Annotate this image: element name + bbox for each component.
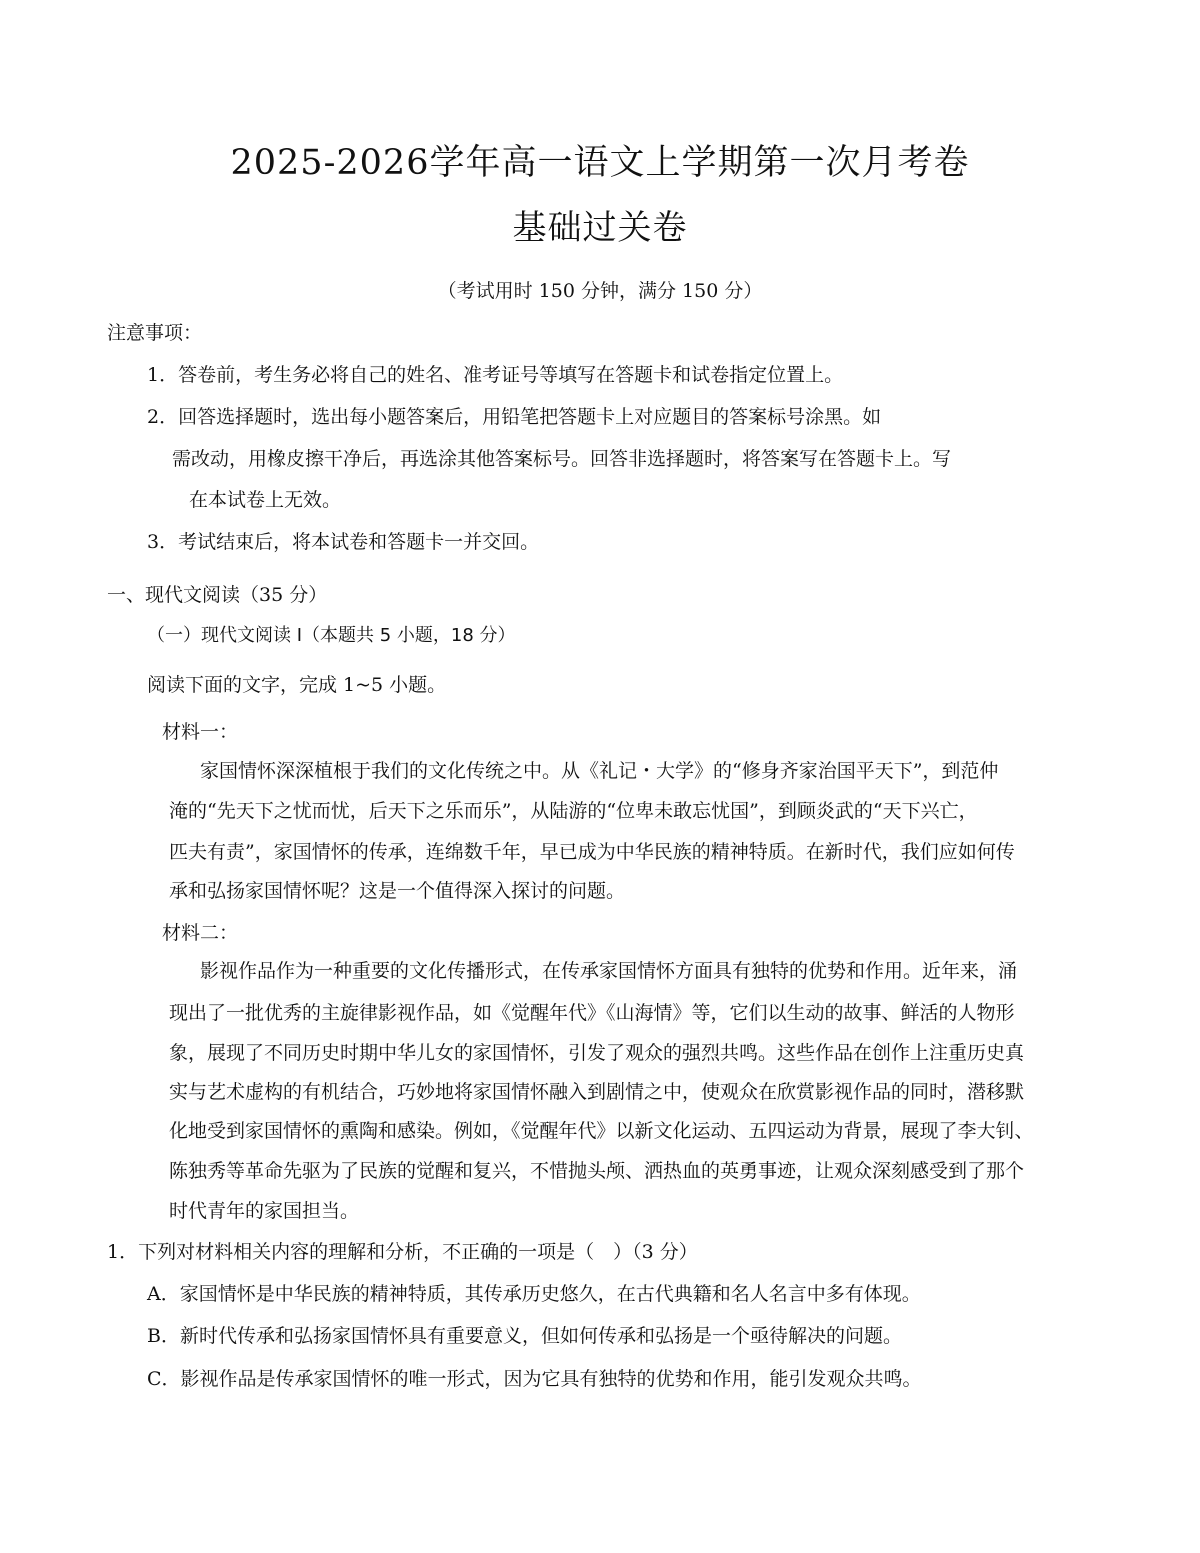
section-heading: 一、现代文阅读（35 分） (107, 584, 328, 606)
reading-instruction: 阅读下面的文字，完成 1~5 小题。 (147, 674, 447, 696)
material-1-label: 材料一： (162, 721, 239, 743)
question-1-option-b: B．新时代传承和弘扬家国情怀具有重要意义，但如何传承和弘扬是一个亟待解决的问题。 (147, 1325, 902, 1347)
notice-item-2-cont: 需改动，用橡皮擦干净后，再选涂其他答案标号。回答非选择题时，将答案写在答题卡上。写 (172, 448, 952, 470)
notice-item-1: 1．答卷前，考生务必将自己的姓名、准考证号等填写在答题卡和试卷指定位置上。 (147, 364, 844, 386)
material-2-line: 陈独秀等革命先驱为了民族的觉醒和复兴，不惜抛头颅、洒热血的英勇事迹，让观众深刻感受到了那个 (169, 1160, 1025, 1182)
notice-item-2: 2．回答选择题时，选出每小题答案后，用铅笔把答题卡上对应题目的答案标号涂黑。如 (147, 406, 882, 428)
question-1-option-a: A．家国情怀是中华民族的精神特质，其传承历史悠久，在古代典籍和名人名言中多有体现。 (147, 1283, 921, 1305)
material-1-line: 匹夫有责”，家国情怀的传承，连绵数千年，早已成为中华民族的精神特质。在新时代，我们应如何传 (169, 841, 1015, 863)
material-2-line: 时代青年的家国担当。 (169, 1200, 360, 1222)
material-2-line: 实与艺术虚构的有机结合，巧妙地将家国情怀融入到剧情之中，使观众在欣赏影视作品的同时，潜移默 (169, 1081, 1025, 1103)
material-2-label: 材料二： (162, 922, 239, 944)
notice-item-3: 3．考试结束后，将本试卷和答题卡一并交回。 (147, 531, 540, 553)
exam-info: （考试用时 150 分钟，满分 150 分） (437, 280, 763, 302)
question-1-stem: 1．下列对材料相关内容的理解和分析，不正确的一项是（ ）（3 分） (107, 1241, 698, 1263)
material-2-line: 化地受到家国情怀的熏陶和感染。例如，《觉醒年代》以新文化运动、五四运动为背景，展现了李大钊、 (169, 1120, 1034, 1142)
material-2-line: 影视作品作为一种重要的文化传播形式，在传承家国情怀方面具有独特的优势和作用。近年来，涌 (200, 960, 1018, 982)
exam-title: 2025-2026学年高一语文上学期第一次月考卷 (230, 143, 970, 183)
subsection-heading: （一）现代文阅读 I（本题共 5 小题，18 分） (147, 625, 516, 646)
material-2-line: 象，展现了不同历史时期中华儿女的家国情怀，引发了观众的强烈共鸣。这些作品在创作上注重历史真 (169, 1042, 1025, 1064)
notice-item-2-end: 在本试卷上无效。 (189, 489, 342, 511)
material-1-line: 承和弘扬家国情怀呢？这是一个值得深入探讨的问题。 (169, 880, 626, 902)
material-1-line: 淹的“先天下之忧而忧，后天下之乐而乐”，从陆游的“位卑未敢忘忧国”，到顾炎武的“天下兴亡， (169, 800, 978, 822)
material-2-line: 现出了一批优秀的主旋律影视作品，如《觉醒年代》《山海情》等，它们以生动的故事、鲜活的人物形 (169, 1002, 1015, 1024)
exam-subtitle: 基础过关卷 (512, 208, 688, 248)
material-1-line: 家国情怀深深植根于我们的文化传统之中。从《礼记・大学》的“修身齐家治国平天下”，到范仲 (200, 760, 999, 782)
question-1-option-c: C．影视作品是传承家国情怀的唯一形式，因为它具有独特的优势和作用，能引发观众共鸣。 (147, 1368, 922, 1390)
notice-heading: 注意事项： (107, 322, 203, 344)
